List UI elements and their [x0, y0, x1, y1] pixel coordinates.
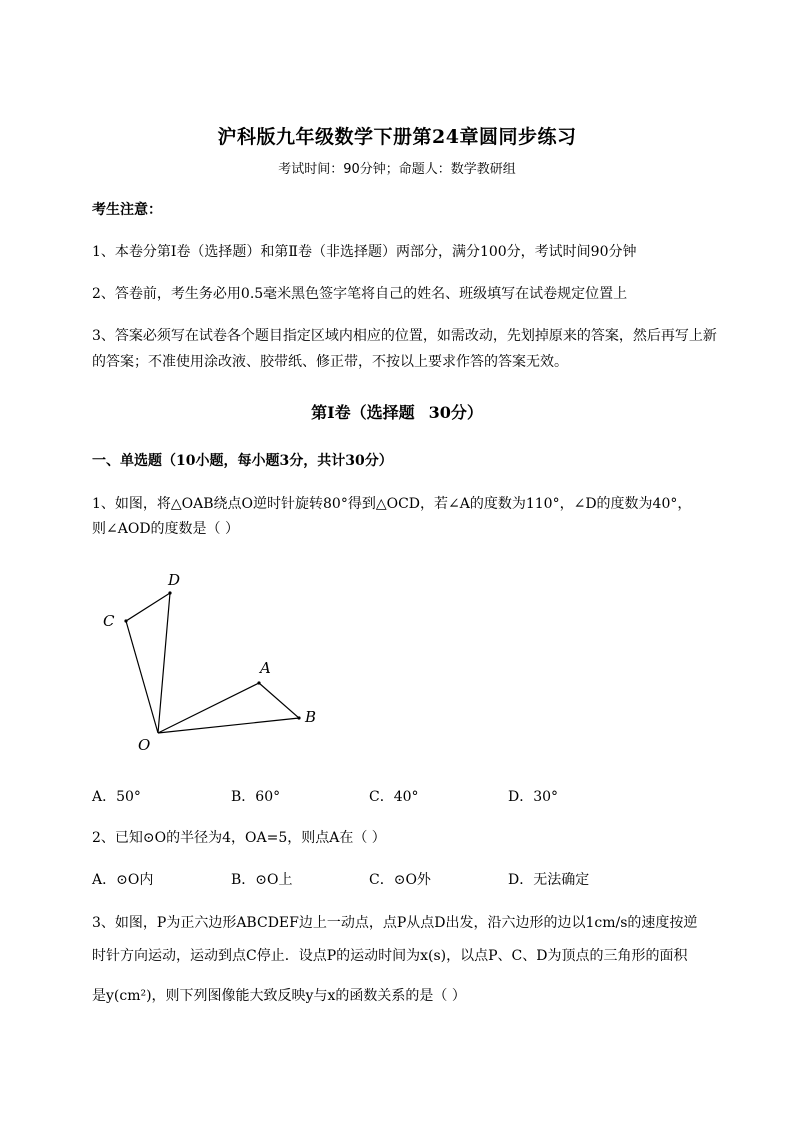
q1-text-line1: 1、如图，将△OAB绕点O逆时针旋转80°得到△OCD，若∠A的度数为110°，∠D的度数为40°， — [92, 496, 692, 512]
point-a — [257, 681, 260, 684]
q1-option-b[interactable]: B．60° — [231, 789, 281, 805]
rotation-diagram — [96, 565, 326, 760]
section-title — [0, 400, 794, 423]
label-c: C — [103, 612, 115, 630]
q2-text: 2、已知⊙O的半径为4，OA=5，则点A在（ ） — [92, 830, 386, 846]
q2-option-b[interactable]: B．⊙O上 — [231, 872, 293, 888]
label-a: A — [260, 659, 271, 677]
q3-text-line2: 时针方向运动，运动到点C停止．设点P的运动时间为x(s)，以点P、C、D为顶点的三角形的面积 — [92, 948, 688, 964]
q1-text-line2: 则∠AOD的度数是（ ） — [92, 521, 239, 537]
q2-option-a[interactable]: A．⊙O内 — [92, 872, 154, 888]
q3-text-line3: 是y(cm²)，则下列图像能大致反映y与x的函数关系的是（ ） — [92, 988, 466, 1004]
notice-heading: 考生注意： — [92, 202, 162, 218]
section-score: 30分） — [428, 403, 483, 422]
q1-option-a[interactable]: A．50° — [92, 789, 141, 805]
point-b — [297, 716, 300, 719]
q1-option-c[interactable]: C．40° — [369, 789, 419, 805]
point-c — [124, 619, 127, 622]
page-title: 沪科版九年级数学下册第24章圆同步练习 — [217, 126, 577, 148]
part-heading: 一、单选题（10小题，每小题3分，共计30分） — [92, 453, 393, 469]
section-title-text: 第I卷（选择题 — [311, 403, 415, 422]
label-d: D — [168, 571, 181, 589]
triangle-oab — [158, 683, 299, 733]
notice-item-2: 2、答卷前，考生务必用0.5毫米黑色签字笔将自己的姓名、班级填写在试卷规定位置上 — [92, 286, 628, 302]
notice-item-3: 3、答案必须写在试卷各个题目指定区域内相应的位置，如需改动，先划掉原来的答案，然后再写上新 — [92, 328, 717, 344]
q1-option-d[interactable]: D．30° — [508, 789, 559, 805]
label-o: O — [138, 736, 151, 754]
q2-option-d[interactable]: D．无法确定 — [508, 872, 590, 888]
q1-figure — [96, 565, 326, 760]
point-d — [168, 591, 171, 594]
notice-item-1: 1、本卷分第I卷（选择题）和第Ⅱ卷（非选择题）两部分，满分100分，考试时间90分钟 — [92, 244, 637, 260]
notice-item-3-cont: 的答案；不准使用涂改液、胶带纸、修正带，不按以上要求作答的答案无效。 — [92, 354, 568, 370]
exam-info: 考试时间：90分钟；命题人：数学教研组 — [278, 162, 516, 177]
q3-text-line1: 3、如图，P为正六边形ABCDEF边上一动点，点P从点D出发，沿六边形的边以1cm/s的速度按逆 — [92, 915, 698, 931]
triangle-ocd — [126, 593, 170, 733]
label-b: B — [305, 708, 317, 726]
q2-option-c[interactable]: C．⊙O外 — [369, 872, 431, 888]
